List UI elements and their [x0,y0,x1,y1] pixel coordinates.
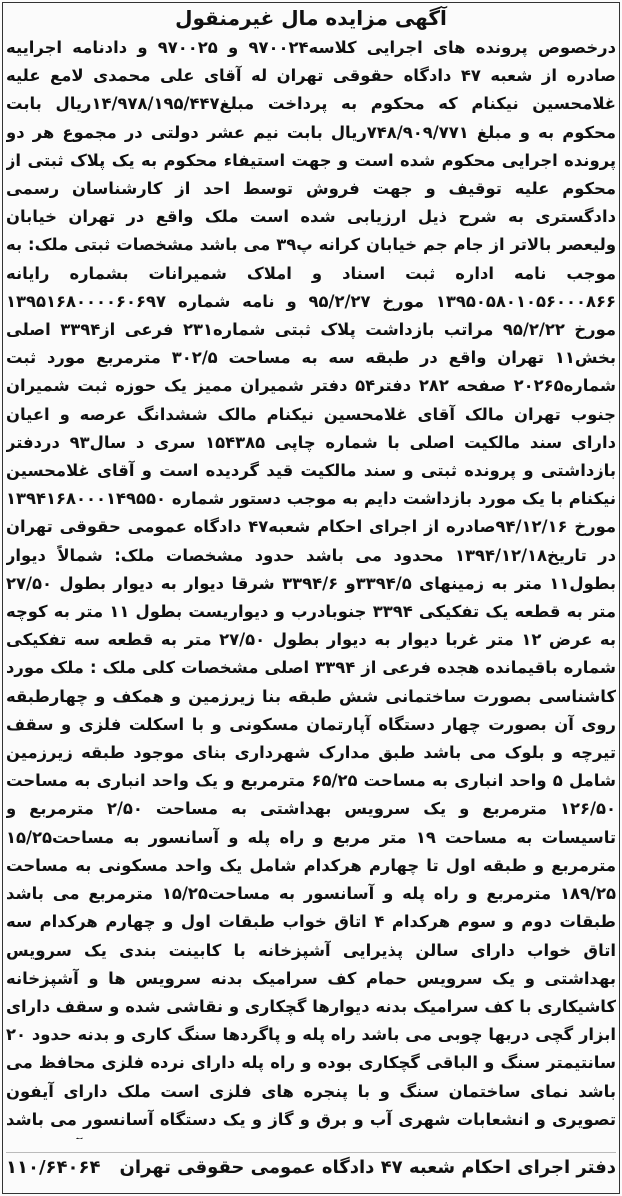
issuer-name: دفتر اجرای احکام شعبه ۴۷ دادگاه عمومی حقوقی تهران [119,1157,616,1178]
notice-body: درخصوص پرونده های اجرایی کلاسه۹۷۰۰۲۴ و ۹۷۰۰۲۵ و دادنامه اجراییه صادره از شعبه ۴۷ دادگاه حقوقی تهران له آقای علی محمدی لامع علیه غلامحسین نیکنام که محکوم به پرداخت مبلغ۱۴/۹۷۸/۱۹۵/۴۴۷ریال بابت محکوم به و مبلغ ۷۴۸/۹۰۹/۷۷۱ریال بابت نیم عشر دولتی در مجموع هر دو پرونده اجرایی محکوم شده است و جهت استیفاء محکوم به یک پلاک ثبتی از محکوم علیه توقیف و جهت فروش توسط احد از کارشناسان رسمی دادگستری به شرح ذیل ارزیابی شده است ملک واقع در تهران خیابان ولیعصر بالاتر از جام جم خیابان کرانه پ۳۹ می باشد مشخصات ثبتی ملک: به موجب نامه اداره ثبت اسناد و املاک شمیرانات بشماره رایانه ۱۳۹۵۰۵۸۰۱۰۵۶۰۰۰۸۶۶ مورخ ۹۵/۲/۲۷ و نامه شماره ۱۳۹۵۱۶۸۰۰۰۰۶۰۶۹۷ مورخ ۹۵/۲/۲۲ مراتب بازداشت پلاک ثبتی شماره۲۳۱ فرعی از۳۳۹۴ اصلی بخش۱۱ تهران واقع در طبقه سه به مساحت ۳۰۲/۵ مترمربع مورد ثبت شماره۲۰۲۶۵ صفحه ۲۸۲ دفتر۵۴ دفتر شمیران ممیز یک حوزه ثبت شمیران جنوب تهران مالک آقای غلامحسین نیکنام مالک ششدانگ عرصه و اعیان دارای سند مالکیت اصلی با شماره چاپی ۱۵۴۳۸۵ سری د سال۹۳ دردفتر بازداشتی و پرونده ثبتی و سند مالکیت قید گردیده است و آقای غلامحسین نیکنام با یک مورد بازداشت دایم به موجب دستور شماره ۱۳۹۴۱۶۸۰۰۰۱۴۹۵۵۰ مورخ ۹۴/۱۲/۱۶صادره از اجرای احکام شعبه۴۷ دادگاه عمومی حقوقی تهران در تاریخ۱۳۹۴/۱۲/۱۸ محدود می باشد حدود مشخصات ملک: شمالاً دیوار بطول۱۱ متر به زمینهای ۳۳۹۴/۵و ۳۳۹۴/۶ شرقا دیوار به دیوار بطول ۲۷/۵۰ متر به قطعه یک تفکیکی ۳۳۹۴ جنوبادرب و دیواریست بطول ۱۱ متر به کوچه به عرض ۱۲ متر غربا دیوار به دیوار بطول ۲۷/۵۰ متر به قطعه سه تفکیکی شماره باقیمانده هجده فرعی از ۳۳۹۴ اصلی مشخصات کلی ملک : ملک مورد کاشناسی بصورت ساختمانی شش طبقه بنا زیرزمین و همکف و چهارطبقه روی آن بصورت چهار دستگاه آپارتمان مسکونی و با اسکلت فلزی و سقف تیرچه و بلوک می باشد طبق مدارک شهرداری بنای موجود طبقه زیرزمین شامل ۵ واحد انباری به مساحت ۶۵/۲۵ مترمربع و یک واحد انباری به مساحت ۱۲۶/۵۰ مترمربع و یک سرویس بهداشتی به مساحت ۲/۵۰ مترمربع و تاسیسات به مساحت ۱۹ متر مربع و راه پله و آسانسور به مساحت۱۵/۲۵ مترمربع و طبقه اول تا چهارم هرکدام شامل یک واحد مسکونی به مساحت ۱۸۹/۲۵ مترمربع و راه پله و آسانسور به مساحت۱۵/۲۵ مترمربع می باشد طبقات دوم و سوم هرکدام ۴ اتاق خواب طبقات اول و چهارم هرکدام سه اتاق خواب دارای سالن پذیرایی آشپزخانه با کابینت بندی یک سرویس بهداشتی و یک سرویس حمام کف سرامیک بدنه سرویس ها و آشپزخانه کاشیکاری با کف سرامیک بدنه دیوارها گچکاری و نقاشی شده و سقف دارای ابزار گچی دربها چوبی می باشد راه پله و پاگردها سنگ کاری و بدنه حدود ۲۰ سانتیمتر سنگ و الباقی گچکاری بوده و راه پله دارای نرده فلزی محافظ می باشد نمای ساختمان سنگ و با پنجره های فلزی است ملک دارای آیفون تصویری و انشعابات شهری آب و برق و گاز و یک دستگاه آسانسور می باشد [6,38,616,1129]
notice-title: آگهی مزایده مال غیرمنقول [175,6,447,30]
notice-code: ۱۱۰/۶۴۰۶۴ [6,1157,101,1178]
notice-footer [6,1152,616,1187]
